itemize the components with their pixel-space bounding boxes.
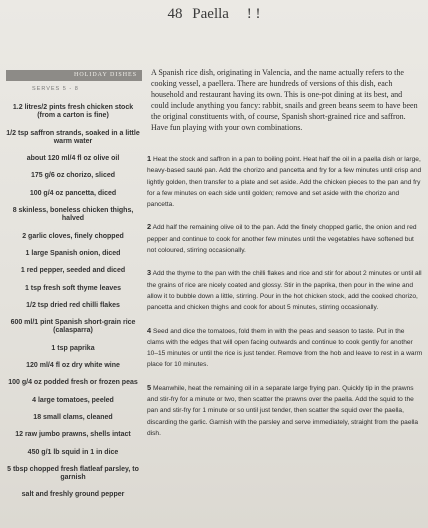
pen-marks: ! !: [246, 6, 261, 22]
step-text: Add the thyme to the pan with the chilli flakes and rice and stir for about 2 minutes or until all the grains of rice are nicely coated and glossy. Stir in the paprika, then pour in the wine and allow it to bubble down a little, stirring. Pour in the hot chicken stock, add the cooked chorizo, pancetta and chicken thighs and cook for about 5 minutes, stirring occasionally.: [147, 270, 422, 312]
serves-label: SERVES 5 - 8: [32, 86, 79, 92]
ingredient-item: 1 tsp fresh soft thyme leaves: [24, 284, 122, 292]
ingredient-item: 1 red pepper, seeded and diced: [20, 267, 126, 275]
ingredient-item: salt and freshly ground pepper: [21, 491, 125, 499]
ingredient-item: 2 garlic cloves, finely chopped: [22, 232, 124, 240]
step-text: Seed and dice the tomatoes, fold them in with the peas and season to taste. Put in the clams with the edges that will open facing outwards and continue to cook gently for another 10–15 minutes or until the rice is just tender. Remove from the hob and leave to rest in a warm place for 10 minutes.: [147, 327, 423, 369]
ingredient-item: 5 tbsp chopped fresh flatleaf parsley, to garnish: [7, 465, 139, 482]
ingredient-item: 120 ml/4 fl oz dry white wine: [26, 362, 120, 370]
ingredient-item: 1/2 tsp saffron strands, soaked in a little warm water: [6, 129, 140, 145]
ingredient-item: 12 raw jumbo prawns, shells intact: [15, 431, 131, 439]
method-step: [147, 153, 423, 210]
page-title: Paella: [192, 6, 229, 22]
step-text: Meanwhile, heat the remaining oil in a separate large frying pan. Quickly tip in the prawns and stir-fry for a minute or two, then scatter the prawns over the paella. Add the squid to the pan and stir-fry for 1 minute or so until just tender, then scatter the squid over the paella, discarding the garlic. Garnish with the parsley and serve immediately, straight from the paella dish.: [147, 384, 419, 437]
method-steps: [147, 153, 423, 450]
ingredient-item: 1/2 tsp dried red chilli flakes: [26, 301, 120, 309]
ingredient-item: 175 g/6 oz chorizo, sliced: [30, 172, 116, 180]
ingredient-item: 18 small clams, cleaned: [33, 413, 113, 421]
ingredient-item: 1 large Spanish onion, diced: [25, 249, 121, 257]
page-number: 48: [167, 6, 183, 22]
page-header: [0, 6, 428, 23]
ingredient-item: 4 large tomatoes, peeled: [32, 396, 114, 404]
ingredient-item: 100 g/4 oz podded fresh or frozen peas: [8, 379, 138, 387]
ingredient-item: 8 skinless, boneless chicken thighs, halved: [12, 207, 134, 223]
method-step: [147, 382, 423, 439]
recipe-intro: A Spanish rice dish, originating in Valencia, and the name actually refers to the cooking vessel, a paellera. There are hundreds of versions of this dish, each household and restaurant having its own. This is one-pot dining at its best, and could include anything you fancy: rabbit, snails and green beans seem to have been the original constituents with, of course, Spanish short-grained rice and saffron. Have fun playing with your own combinations.: [151, 68, 418, 133]
step-number: 4: [147, 325, 152, 335]
section-banner: HOLIDAY DISHES: [6, 70, 142, 81]
ingredient-item: 100 g/4 oz pancetta, diced: [29, 189, 117, 197]
ingredient-item: about 120 ml/4 fl oz olive oil: [26, 155, 120, 163]
ingredient-item: 600 ml/1 pint Spanish short-grain rice (calasparra): [10, 319, 136, 335]
ingredient-item: 1 tsp paprika: [51, 344, 95, 352]
step-number: 3: [147, 268, 152, 278]
step-number: 1: [147, 154, 152, 163]
step-text: Heat the stock and saffron in a pan to boiling point. Heat half the oil in a paella dish or large, heavy-based sauté pan. Add the chorizo and pancetta and fry for a few minutes until crisp and lightly golden, then transfer to a plate and set aside. Add the chicken pieces to the pan and fry for a few minutes on each side until golden; remove and set aside with the chorizo and pancetta.: [147, 156, 422, 209]
ingredient-list: [4, 104, 142, 509]
method-step: [147, 221, 423, 256]
ingredient-item: 1.2 litres/2 pints fresh chicken stock (from a carton is fine): [12, 104, 134, 120]
ingredient-item: 450 g/1 lb squid in 1 in dice: [27, 448, 119, 456]
step-text: Add half the remaining olive oil to the pan. Add the finely chopped garlic, the onion and red pepper and continue to cook for another few minutes until the vegetables have softened but not coloured, stirring occasionally.: [147, 224, 417, 255]
step-number: 2: [147, 222, 152, 232]
method-step: [147, 325, 423, 371]
step-number: 5: [147, 382, 152, 392]
method-step: [147, 267, 423, 313]
